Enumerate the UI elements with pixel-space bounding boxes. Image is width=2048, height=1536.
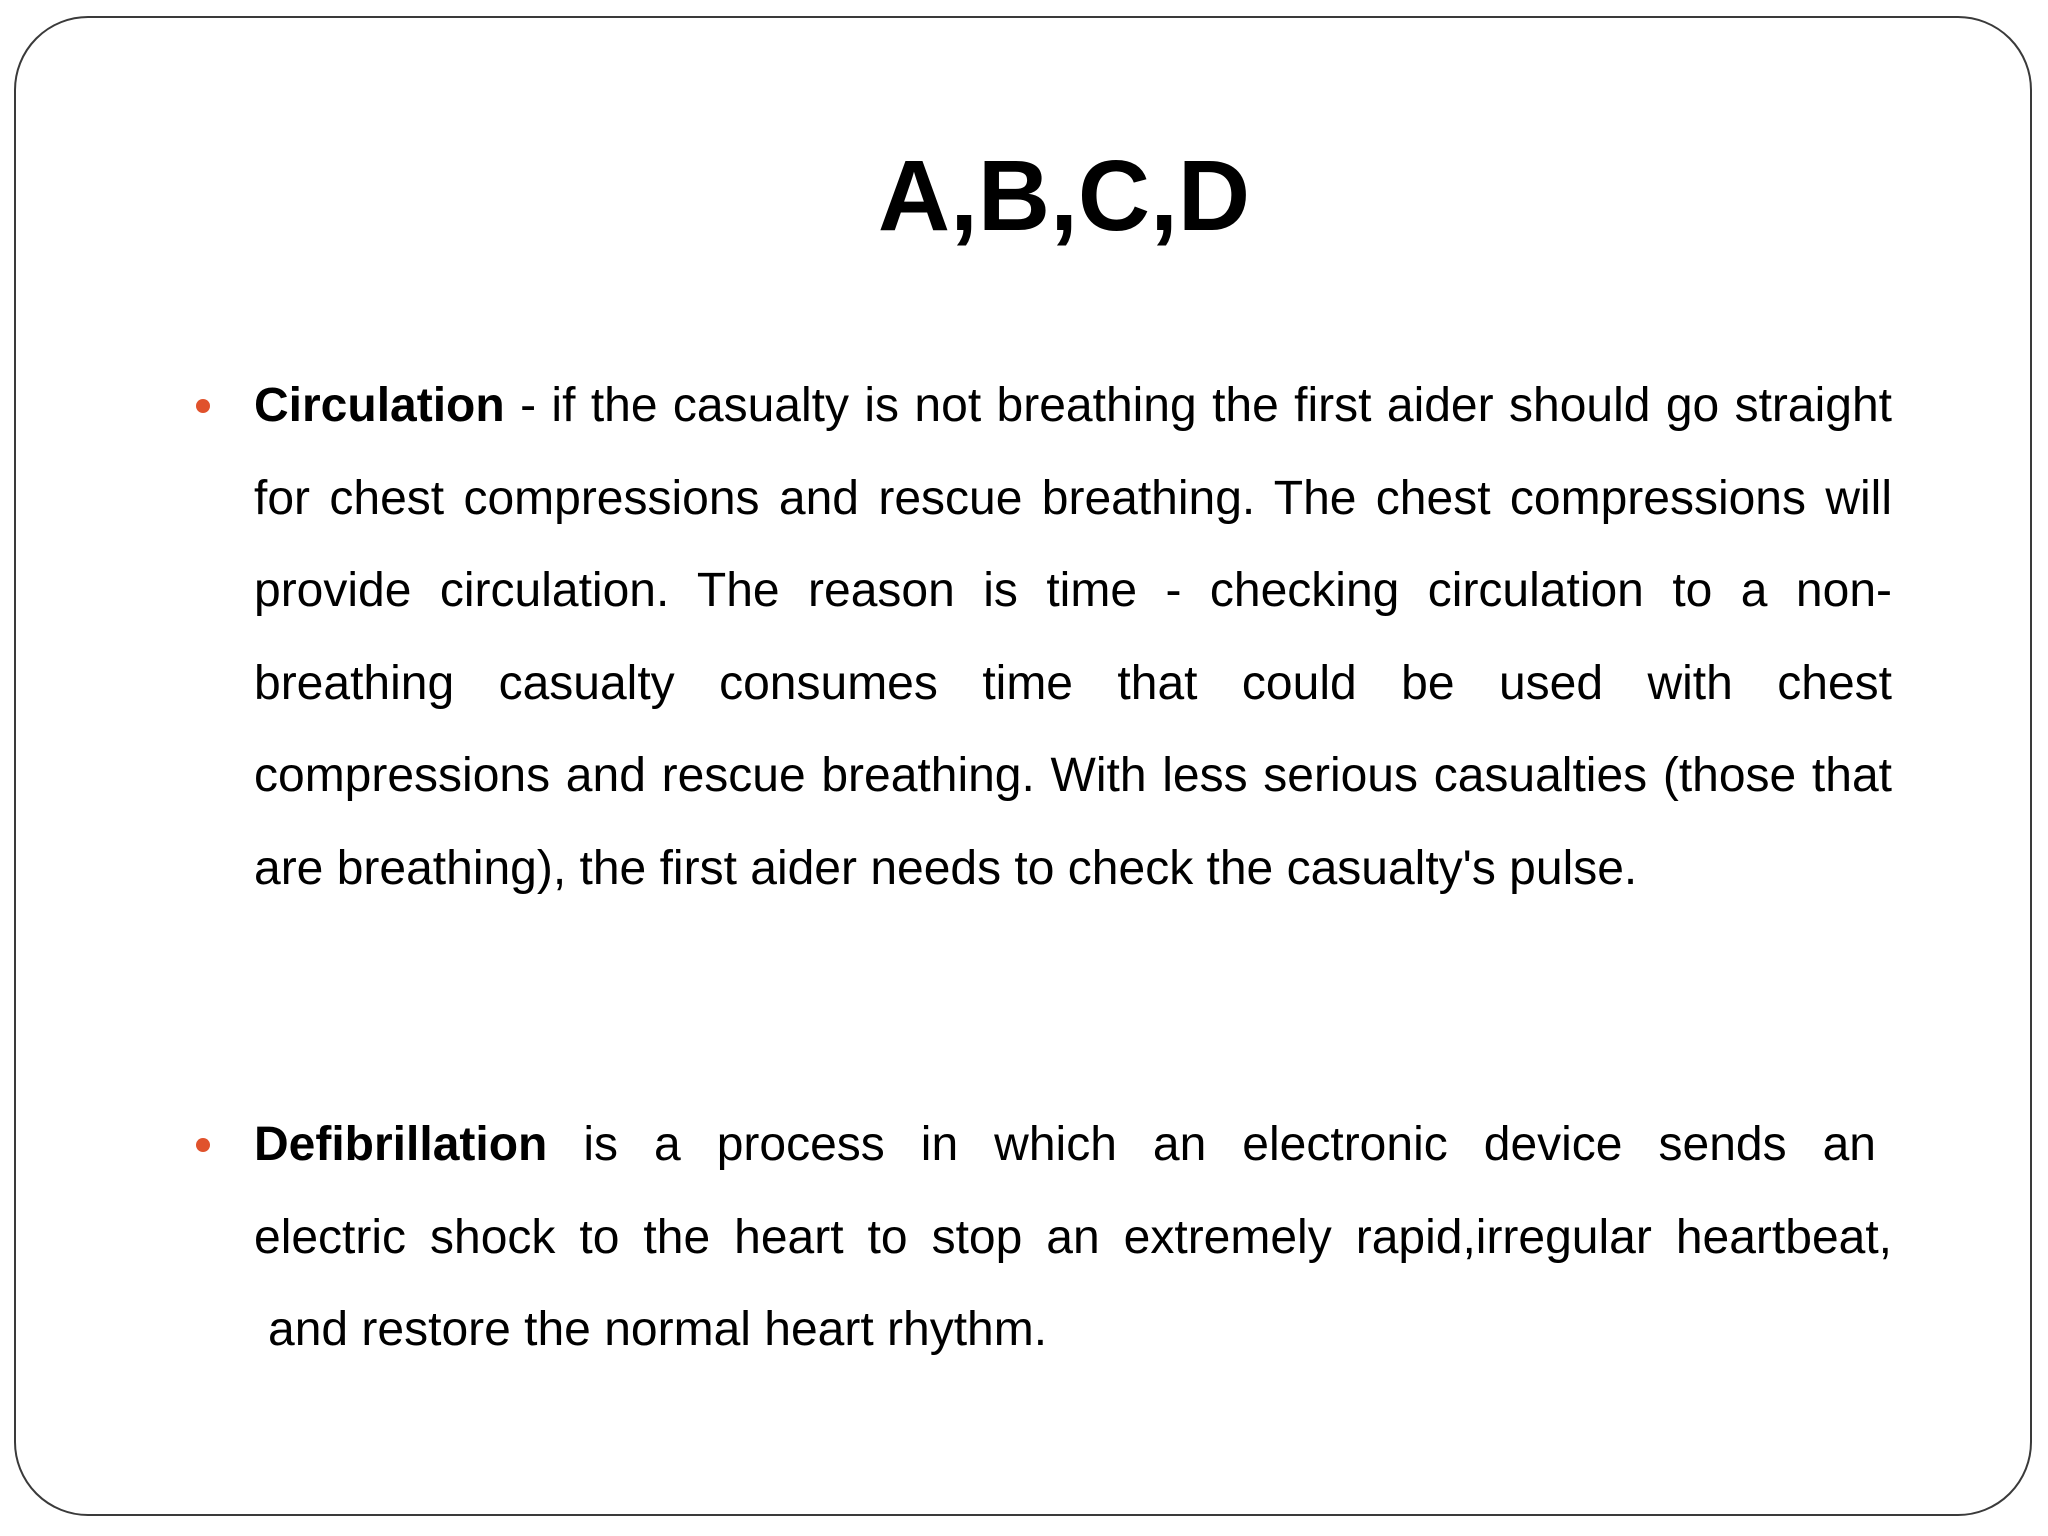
bullet-text (254, 1099, 1892, 1377)
bullet-dot-icon (196, 1138, 210, 1152)
bullet-dot-icon (196, 399, 210, 413)
bullet-body: is a process in which an electronic device sends an (547, 1118, 1876, 1171)
bullet-line: and restore the normal heart rhythm. (268, 1303, 1048, 1356)
bullet-term: Defibrillation (254, 1118, 548, 1171)
bullet-text (254, 360, 1892, 915)
bullet-line: electric shock to the heart to stop an extremely rapid,irregular heartbeat, (254, 1210, 1892, 1264)
bullet-line (254, 1099, 1876, 1192)
bullet-term: Circulation (254, 379, 505, 432)
bullet-body: - if the casualty is not breathing the first aider should go straight for chest compressions and rescue breathing. The chest compressions will provide circulation. The reason is time - checking circulation to a non-breathing casualty consumes time that could be used with chest compressions and rescue breathing. With less serious casualties (those that are breathing), the first aider needs to check the casualty's pulse. (254, 379, 1892, 895)
slide-title: A,B,C,D (877, 140, 1251, 252)
